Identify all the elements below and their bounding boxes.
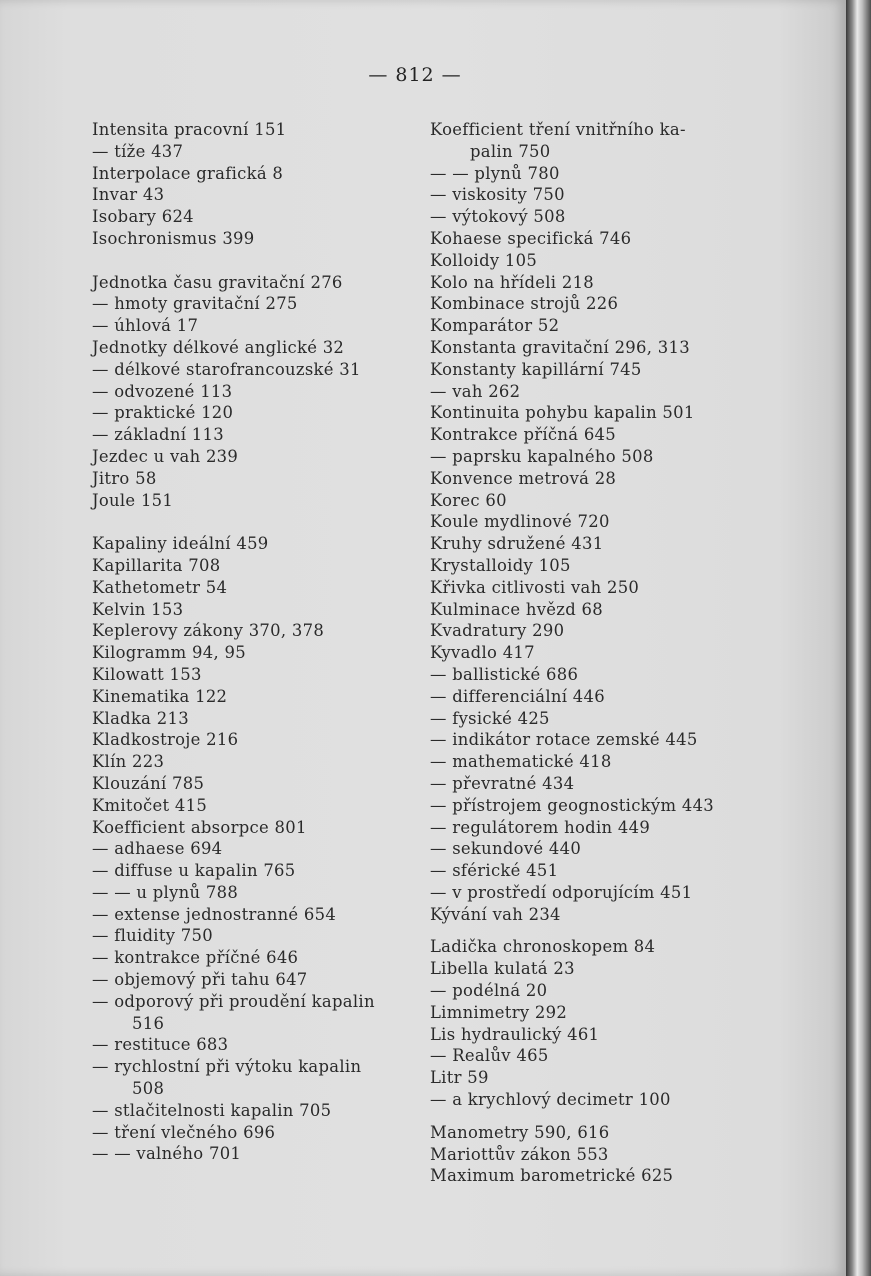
index-entry: Libella kulatá 23 [430,959,575,979]
index-entry: — adhaese 694 [92,839,223,859]
section-gap [92,250,424,272]
index-entry: — stlačitelnosti kapalin 705 [92,1100,332,1120]
section-gap [92,511,424,533]
index-entry: Jezdec u vah 239 [92,446,239,466]
index-entry: — fluidity 750 [92,926,213,946]
index-entry: 516 [132,1013,165,1033]
index-entry: Intensita pracovní 151 [92,120,287,139]
index-entry: Konstanty kapillární 745 [430,359,642,379]
index-entry: — — valného 701 [92,1144,242,1164]
index-entry: Konstanta gravitační 296, 313 [430,337,690,357]
index-entry: — odporový při proudění kapalin [92,991,375,1011]
index-entry: Kapaliny ideální 459 [92,534,269,554]
index-entry: Lis hydraulický 461 [430,1024,600,1044]
index-entry: Křivka citlivosti vah 250 [430,577,640,597]
index-entry: — extense jednostranné 654 [92,904,337,924]
index-entry: — základní 113 [92,425,224,445]
index-entry: — sekundové 440 [430,839,582,859]
index-entry: Kývání vah 234 [430,904,561,924]
index-entry: Kmitočet 415 [92,795,208,815]
index-entry: Kolo na hřídeli 218 [430,272,595,292]
index-entry: — restituce 683 [92,1035,229,1055]
index-entry: Komparátor 52 [430,316,560,336]
index-entry: Kelvin 153 [92,599,184,619]
book-spine [846,0,871,1276]
index-entry: Kruhy sdružené 431 [430,534,604,554]
index-entry: — přístrojem geognostickým 443 [430,795,715,815]
index-entry: — odvozené 113 [92,381,233,401]
index-entry: — praktické 120 [92,403,234,423]
index-entry: Kolloidy 105 [430,250,538,270]
index-entry: — Realův 465 [430,1046,549,1066]
index-entry: — differenciální 446 [430,686,605,706]
index-entry: Kohaese specifická 746 [430,228,632,248]
index-entry: — podélná 20 [430,981,548,1001]
index-entry: — indikátor rotace zemské 445 [430,730,698,750]
index-column-left [92,119,424,1165]
index-entry: — délkové starofrancouzské 31 [92,359,361,379]
index-entry: — tření vlečného 696 [92,1122,276,1142]
index-entry: Konvence metrová 28 [430,468,617,488]
index-entry: — a krychlový decimetr 100 [430,1090,671,1110]
index-entry: — převratné 434 [430,773,575,793]
index-entry: Korec 60 [430,490,507,510]
index-entry: Jednotky délkové anglické 32 [92,337,345,357]
index-entry: — fysické 425 [430,708,550,728]
index-entry: — vah 262 [430,381,521,401]
section-gap [430,925,742,936]
index-column-right [430,119,742,1187]
index-entry: Mariottův zákon 553 [430,1144,609,1164]
index-entry: — rychlostní při výtoku kapalin [92,1057,362,1077]
index-entry: Isobary 624 [92,207,194,227]
index-entry: Interpolace grafická 8 [92,163,284,183]
index-entry: Kulminace hvězd 68 [430,599,603,619]
index-entry: — mathematické 418 [430,752,612,772]
index-entry: Kathetometr 54 [92,577,228,597]
index-entry: Kombinace strojů 226 [430,294,619,314]
index-entry: Keplerovy zákony 370, 378 [92,621,325,641]
index-entry: Koefficient absorpce 801 [92,817,307,837]
index-entry: — v prostředí odporujícím 451 [430,882,693,902]
index-entry: Kilogramm 94, 95 [92,643,246,663]
index-entry: Limnimetry 292 [430,1002,568,1022]
index-entry: Invar 43 [92,185,165,205]
index-entry: Kinematika 122 [92,686,228,706]
index-entry: — objemový při tahu 647 [92,970,308,990]
index-entry: Kladka 213 [92,708,189,728]
index-entry: — paprsku kapalného 508 [430,446,654,466]
index-entry: Koefficient tření vnitřního ka- [430,120,686,139]
index-entry: Kladkostroje 216 [92,730,239,750]
index-entry: — ballistické 686 [430,664,579,684]
index-entry: Litr 59 [430,1068,489,1088]
index-entry: Klín 223 [92,752,165,772]
index-entry: — výtokový 508 [430,207,566,227]
index-entry: — hmoty gravitační 275 [92,294,298,314]
index-entry: — sférické 451 [430,861,559,881]
index-entry: — — plynů 780 [430,163,560,183]
index-entry: — tíže 437 [92,141,184,161]
index-entry: Maximum barometrické 625 [430,1166,674,1186]
index-entry: Kontinuita pohybu kapalin 501 [430,403,695,423]
index-entry: Kilowatt 153 [92,664,202,684]
index-entry: — kontrakce příčné 646 [92,948,299,968]
index-entry: Klouzání 785 [92,773,205,793]
index-entry: palin 750 [470,141,551,161]
index-entry: Isochronismus 399 [92,228,255,248]
section-gap [430,1111,742,1122]
index-entry: — — u plynů 788 [92,882,239,902]
index-entry: Kontrakce příčná 645 [430,425,617,445]
index-entry: 508 [132,1079,165,1099]
index-entry: Joule 151 [92,490,174,510]
index-entry: Kapillarita 708 [92,555,221,575]
index-entry: Kvadratury 290 [430,621,565,641]
index-entry: Koule mydlinové 720 [430,512,610,532]
index-entry: — úhlová 17 [92,316,199,336]
index-entry: Krystalloidy 105 [430,555,571,575]
index-entry: — diffuse u kapalin 765 [92,861,296,881]
page-number: — 812 — [368,64,462,86]
index-entry: — viskosity 750 [430,185,565,205]
index-entry: Jitro 58 [92,468,157,488]
index-entry: Jednotka času gravitační 276 [92,272,343,292]
index-entry: — regulátorem hodin 449 [430,817,651,837]
index-entry: Manometry 590, 616 [430,1122,610,1142]
index-entry: Kyvadlo 417 [430,643,535,663]
index-entry: Ladička chronoskopem 84 [430,937,656,957]
